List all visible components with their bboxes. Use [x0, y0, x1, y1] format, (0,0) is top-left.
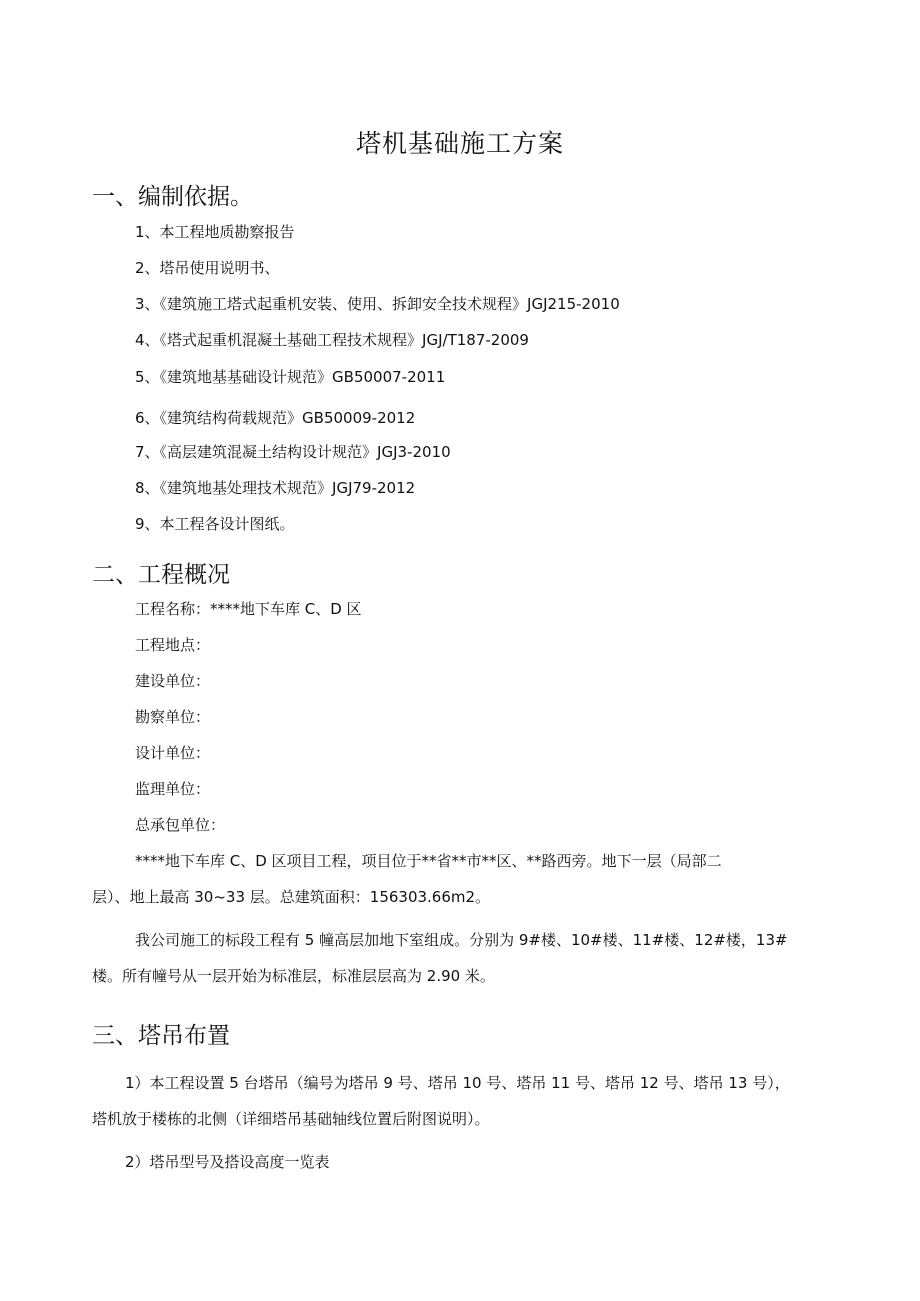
- field-project-location: 工程地点：: [135, 636, 211, 654]
- section-heading-crane-layout: 三、塔吊布置: [92, 1023, 230, 1049]
- field-design-unit: 设计单位：: [135, 744, 211, 762]
- overview-paragraph-2-line-1: 我公司施工的标段工程有 5 幢高层加地下室组成。分别为 9#楼、10#楼、11#楼、12#楼，13#: [135, 931, 788, 949]
- basis-item-2: 2、塔吊使用说明书、: [135, 259, 280, 277]
- basis-item-3: 3、《建筑施工塔式起重机安装、使用、拆卸安全技术规程》JGJ215-2010: [135, 295, 620, 313]
- crane-table-caption: 2）塔吊型号及搭设高度一览表: [125, 1153, 330, 1171]
- section-heading-overview: 二、工程概况: [92, 562, 230, 588]
- field-project-name: 工程名称：****地下车库 C、D 区: [135, 600, 362, 618]
- field-supervision-unit: 监理单位：: [135, 780, 211, 798]
- overview-paragraph-1-line-2: 层）、地上最高 30~33 层。总建筑面积：156303.66m2。: [92, 888, 491, 906]
- basis-item-9: 9、本工程各设计图纸。: [135, 515, 295, 533]
- field-construction-unit: 建设单位：: [135, 672, 211, 690]
- document-title: 塔机基础施工方案: [355, 129, 564, 158]
- basis-item-7: 7、《高层建筑混凝土结构设计规范》JGJ3-2010: [135, 443, 451, 461]
- crane-layout-paragraph-1-line-2: 塔机放于楼栋的北侧（详细塔吊基础轴线位置后附图说明）。: [92, 1110, 490, 1128]
- section-heading-basis: 一、编制依据。: [92, 184, 253, 210]
- basis-item-4: 4、《塔式起重机混凝土基础工程技术规程》JGJ/T187-2009: [135, 331, 529, 349]
- basis-item-5: 5、《建筑地基基础设计规范》GB50007-2011: [135, 368, 446, 386]
- overview-paragraph-2-line-2: 楼。所有幢号从一层开始为标准层，标准层层高为 2.90 米。: [92, 967, 495, 985]
- field-survey-unit: 勘察单位：: [135, 708, 211, 726]
- basis-item-1: 1、本工程地质勘察报告: [135, 223, 295, 241]
- field-general-contractor: 总承包单位：: [135, 816, 226, 834]
- overview-paragraph-1-line-1: ****地下车库 C、D 区项目工程，项目位于**省**市**区、**路西旁。地下一层（局部二: [135, 852, 722, 870]
- basis-item-6: 6、《建筑结构荷载规范》GB50009-2012: [135, 409, 416, 427]
- crane-layout-paragraph-1-line-1: 1）本工程设置 5 台塔吊（编号为塔吊 9 号、塔吊 10 号、塔吊 11 号、塔吊 12 号、塔吊 13 号），: [125, 1074, 790, 1092]
- basis-item-8: 8、《建筑地基处理技术规范》JGJ79-2012: [135, 479, 416, 497]
